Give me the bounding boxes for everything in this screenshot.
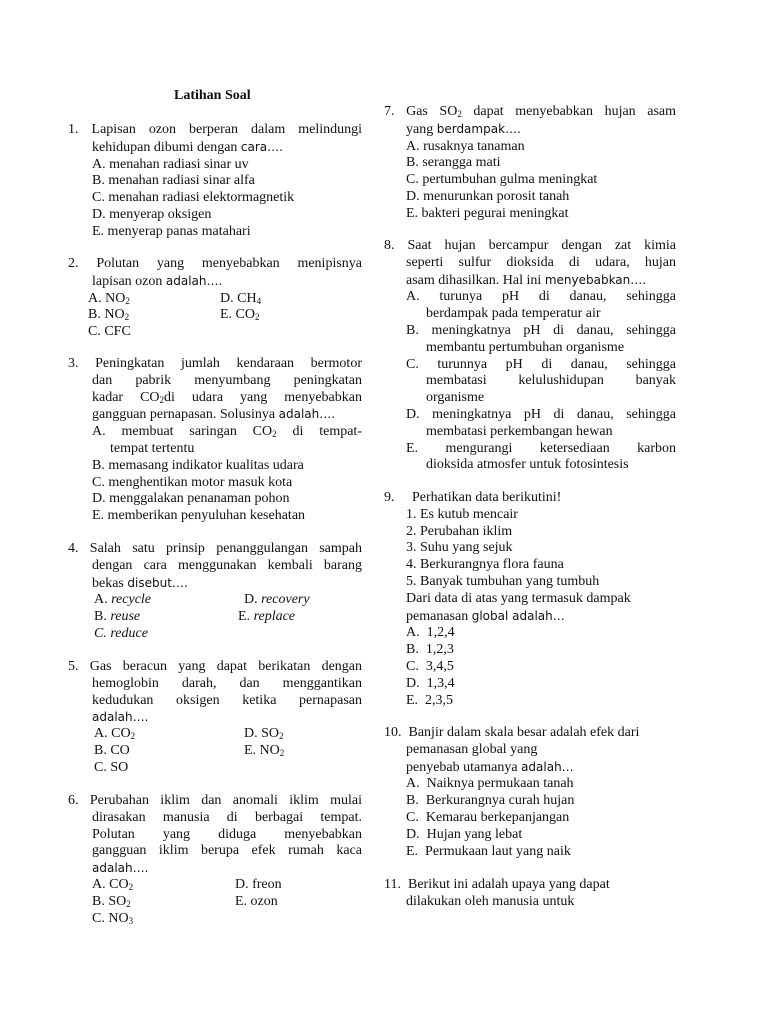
option-a: A. membuat saringan $CO_2$ di tempat- [92,424,362,440]
question-number: 6. [68,793,79,808]
option-d: D. menyerap oksigen [92,206,212,222]
question-stem: Polutan yang diduga menyebabkan [92,826,362,842]
question-2 [68,256,362,341]
option-c-cont: membatasi kelulushidupan banyak [426,373,676,389]
question-stem: hemoglobin darah, dan menggantikan [92,675,362,691]
question-4 [68,541,362,643]
option-b: B. reuse [94,609,141,625]
question-stem: lapisan ozon [92,273,163,289]
question-stem-tail: cara…. [240,139,283,154]
question-stem-tail: adalah…. [278,407,336,422]
data-item-1: 1. Es kutub mencair [406,506,518,522]
option-e: E. 2,3,5 [406,692,454,708]
question-stem: gangguan iklim berupa efek rumah kaca [92,843,362,859]
option-b: B. memasang indikator kualitas udara [92,457,304,473]
option-a: A. turunya pH di danau, sehingga [406,289,676,305]
option-e: E. Permukaan laut yang naik [406,843,571,859]
option-a-cont: berdampak pada temperatur air [426,306,601,322]
question-stem: Gas $SO_2$ dapat menyebabkan hujan asam [406,104,677,119]
option-d: D. freon [235,876,282,892]
option-c: C. menahan radiasi elektormagnetik [92,190,295,206]
option-a-cont: tempat tertentu [110,440,195,456]
option-b: B. $SO_2$ [92,893,131,909]
option-b: B. $NO_2$ [88,307,130,323]
question-stem: kadar $CO_2di$ udara yang menyebabkan [92,389,362,405]
question-stem: pemanasan global yang [406,741,538,757]
question-8 [384,238,676,474]
option-c: C. SO [94,759,129,775]
question-stem: Perhatikan data berikutini! [412,490,562,505]
question-number: 1. [68,122,79,137]
option-d: D. recovery [244,592,310,608]
option-c: C. pertumbuhan gulma meningkat [406,172,598,188]
question-number: 10. [384,725,402,740]
option-c: C. Kemarau berkepanjangan [406,809,570,825]
option-a: A. Naiknya permukaan tanah [406,776,574,792]
page-title: Latihan Soal [174,88,251,103]
option-c: C. $NO_3$ [92,910,134,926]
question-stem-tail: adalah…. [165,273,223,288]
question-stem: seperti sulfur dioksida di udara, hujan [406,254,676,270]
question-stem: penyebab utamanya [406,759,518,775]
data-item-3: 3. Suhu yang sejuk [406,540,513,556]
option-d: D. meningkatnya pH di danau, sehingga [406,406,676,422]
question-stem: Saat hujan bercampur dengan zat kimia [407,238,676,253]
option-e: E. memberikan penyuluhan kesehatan [92,508,306,524]
option-d: D. $CH_4$ [220,290,262,306]
option-c-cont: organisme [426,390,485,406]
option-a: A. recycle [94,592,152,608]
option-b: B. CO [94,742,130,758]
question-6 [68,793,362,927]
option-b: B. meningkatnya pH di danau, sehingga [406,322,676,338]
question-11 [384,877,676,911]
question-stem: dan pabrik menyumbang peningkatan [92,372,362,388]
data-item-5: 5. Banyak tumbuhan yang tumbuh [406,573,600,589]
option-d-cont: membatasi perkembangan hewan [426,423,613,439]
option-e: E. mengurangi ketersediaan karbon [406,440,676,456]
question-stem: Gas beracun yang dapat berikatan dengan [89,659,362,674]
question-stem-tail: menyebabkan…. [544,272,647,287]
question-number: 2. [68,256,79,271]
option-e: E. $NO_2$ [244,742,285,758]
question-stem: Polutan yang menyebabkan menipisnya [96,256,362,271]
question-stem: Perubahan iklim dan anomali iklim mulai [89,793,363,808]
question-stem-tail: adalah…. [92,710,149,725]
question-stem: Salah satu prinsip penanggulangan sampah [89,541,363,556]
question-7 [384,104,676,223]
question-number: 9. [384,490,395,505]
question-number: 7. [384,104,395,119]
option-a: A. 1,2,4 [406,625,455,641]
question-3 [68,356,362,525]
question-stem: dilakukan oleh manusia untuk [406,893,575,909]
question-5 [68,659,362,777]
option-c: C. reduce [94,625,148,641]
option-a: A. $CO_2$ [92,876,134,892]
option-d: D. $SO_2$ [244,726,284,742]
question-stem: kedudukan oksigen ketika pernapasan [92,692,362,708]
option-c: C. menghentikan motor masuk kota [92,474,293,490]
option-e: E. menyerap panas matahari [92,223,251,239]
question-stem-tail: adalah…. [92,861,149,876]
option-b: B. Berkurangnya curah hujan [406,793,575,809]
option-e-cont: dioksida atmosfer untuk fotosintesis [426,457,629,473]
question-1 [68,122,362,241]
question-stem: Banjir dalam skala besar adalah efek dari [408,725,640,740]
option-e: E. bakteri pegurai meningkat [406,205,569,221]
option-d: D. menggalakan penanaman pohon [92,491,290,507]
question-stem-tail: global adalah… [471,608,565,623]
question-stem: asam dihasilkan. Hal ini [406,272,542,288]
question-number: 3. [68,356,79,371]
data-item-4: 4. Berkurangnya flora fauna [406,557,564,573]
question-10 [384,725,676,860]
option-e: E. ozon [235,893,278,909]
question-number: 4. [68,541,79,556]
question-stem: dirasakan manusia di berbagai tempat. [92,809,362,825]
question-number: 8. [384,238,395,253]
question-stem: Dari data di atas yang termasuk dampak [406,590,631,606]
option-d: D. 1,3,4 [406,675,455,691]
question-stem-tail: disebut…. [127,575,188,590]
question-stem-tail: berdampak…. [436,121,521,136]
data-item-2: 2. Perubahan iklim [406,523,513,539]
question-stem: dengan cara menggunakan kembali barang [92,557,362,573]
question-number: 5. [68,659,79,674]
option-c: C. CFC [88,324,131,340]
question-9 [384,490,676,709]
option-a: A. rusaknya tanaman [406,138,525,154]
option-d: D. menurunkan porosit tanah [406,188,570,204]
question-stem: kehidupan dibumi dengan [92,139,238,155]
option-e: E. replace [238,609,296,625]
question-stem: Berikut ini adalah upaya yang dapat [407,877,610,892]
option-c: C. turunnya pH di danau, sehingga [406,356,676,372]
option-b: B. menahan radiasi sinar alfa [92,173,255,189]
question-number: 11. [384,877,401,892]
option-c: C. 3,4,5 [406,658,454,674]
option-a: A. menahan radiasi sinar uv [92,156,249,172]
question-stem: pemanasan [406,608,469,624]
option-a: A. $NO_2$ [88,290,130,306]
question-stem: bekas [92,575,124,591]
option-e: E. $CO_2$ [220,307,260,323]
question-stem: gangguan pernapasan. Solusinya [92,407,276,423]
option-b: B. 1,2,3 [406,642,454,658]
option-b-cont: membantu pertumbuhan organisme [426,339,625,355]
question-stem: yang [406,121,434,137]
option-d: D. Hujan yang lebat [406,826,523,842]
option-b: B. serangga mati [406,155,501,171]
question-stem: Lapisan ozon berperan dalam melindungi [91,122,363,137]
question-stem: Peningkatan jumlah kendaraan bermotor [95,356,362,371]
option-a: A. $CO_2$ [94,726,136,742]
question-stem-tail: adalah… [521,759,574,774]
